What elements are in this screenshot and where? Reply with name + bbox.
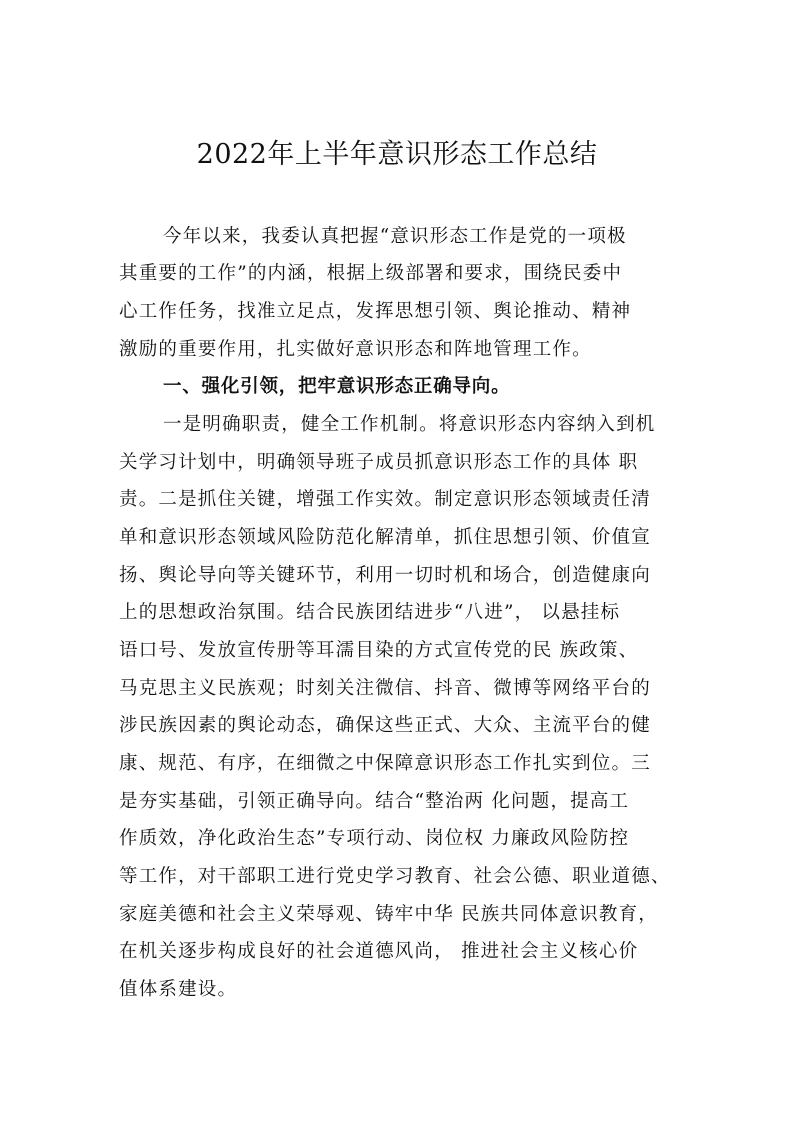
- body-line: 单和意识形态领域风险防范化解清单，抓住思想引领、价值宣: [119, 527, 651, 548]
- body-line: 康、规范、有序，在细微之中保障意识形态工作扎实到位。三: [119, 753, 651, 774]
- body-line: 责。二是抓住关键，增强工作实效。制定意识形态领域责任清: [119, 489, 651, 510]
- body-line: 值体系建设。: [119, 979, 238, 1000]
- body-line: 家庭美德和社会主义荣辱观、铸牢中华 民族共同体意识教育，: [119, 904, 658, 925]
- body-line: 关学习计划中，明确领导班子成员抓意识形态工作的具体 职: [119, 452, 639, 473]
- body-line: 扬、舆论导向等关键环节，利用一切时机和场合，创造健康向: [119, 565, 651, 586]
- body-line: 作质效，净化政治生态”专项行动、岗位权 力廉政风险防控: [119, 828, 630, 849]
- body-line: 是夯实基础，引领正确导向。结合“整治两 化问题，提高工: [119, 791, 630, 812]
- body-line: 涉民族因素的舆论动态，确保这些正式、大众、主流平台的健: [119, 715, 651, 736]
- body-line: 等工作，对干部职工进行党史学习教育、社会公德、职业道德、: [119, 866, 671, 887]
- body-line: 一是明确职责，健全工作机制。将意识形态内容纳入到机: [163, 414, 656, 435]
- intro-line: 激励的重要作用，扎实做好意识形态和阵地管理工作。: [119, 339, 592, 360]
- body-line: 在机关逐步构成良好的社会道德风尚， 推进社会主义核心价: [119, 941, 639, 962]
- intro-line: 心工作任务，找准立足点，发挥思想引领、舆论推动、精神: [119, 301, 632, 322]
- body-line: 语口号、发放宣传册等耳濡目染的方式宣传党的民 族政策、: [119, 640, 639, 661]
- intro-line: 今年以来，我委认真把握“意识形态工作是党的一项极: [163, 226, 627, 247]
- body-line: 上的思想政治氛围。结合民族团结进步“八进”， 以悬挂标: [119, 602, 621, 623]
- section-heading: 一、强化引领，把牢意识形态正确导向。: [163, 376, 511, 397]
- intro-line: 其重要的工作”的内涵，根据上级部署和要求，围绕民委中: [119, 263, 623, 284]
- body-line: 马克思主义民族观；时刻关注微信、抖音、微博等网络平台的: [119, 678, 651, 699]
- document-title: 2022年上半年意识形态工作总结: [196, 139, 598, 170]
